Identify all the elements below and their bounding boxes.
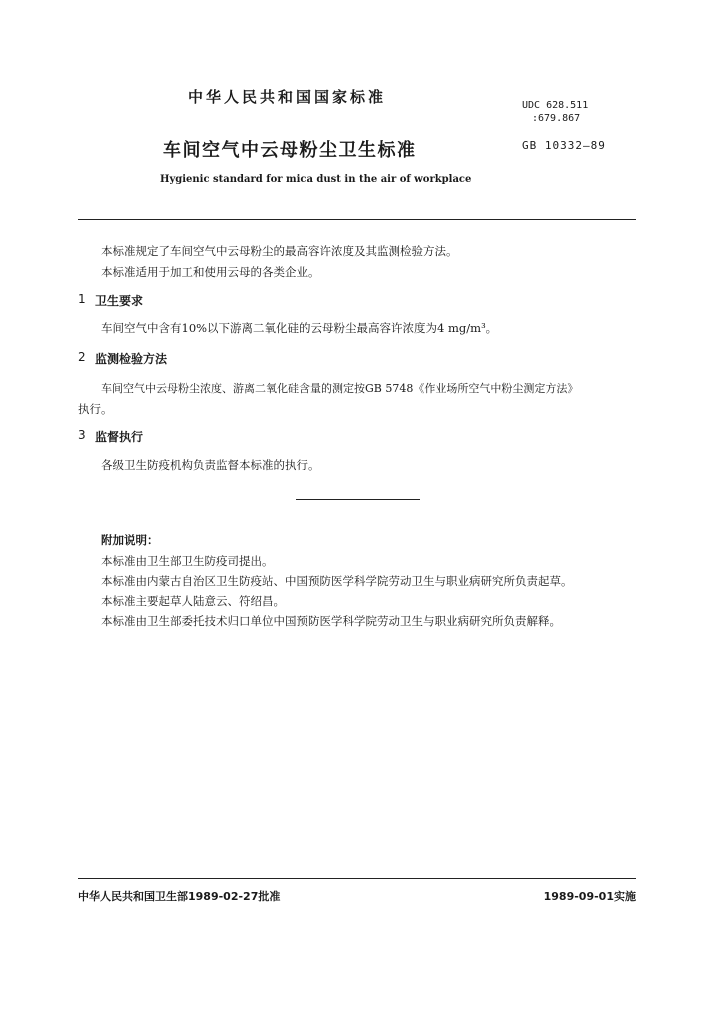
notes-line-2: 本标准由内蒙古自治区卫生防疫站、中国预防医学科学院劳动卫生与职业病研究所负责起草。 [101,574,573,588]
notes-line-3: 本标准主要起草人陆意云、符绍昌。 [101,594,285,608]
approval-date: 中华人民共和国卫生部1989-02-27批准 [78,890,281,903]
notes-heading: 附加说明： [101,533,159,547]
udc-code-line1: UDC 628.511 [522,100,589,111]
section-1-number: 1 [78,292,86,306]
document-title-en: Hygienic standard for mica dust in the air of workplace [160,174,472,185]
effective-date: 1989-09-01实施 [543,890,636,903]
issuing-authority: 中华人民共和国国家标准 [188,88,387,106]
intro-paragraph-2: 本标准适用于加工和使用云母的各类企业。 [101,265,320,279]
header-divider [78,219,636,220]
section-3-number: 3 [78,428,86,442]
section-3-text: 各级卫生防疫机构负责监督本标准的执行。 [101,458,320,472]
body-end-divider [296,499,420,500]
section-2-text-line1: 车间空气中云母粉尘浓度、游离二氧化硅含量的测定按GB 5748《作业场所空气中粉尘测定方法》 [101,382,579,395]
section-2-text-line2: 执行。 [78,402,113,416]
udc-code-line2: :679.867 [532,113,581,124]
gb-standard-number: GB 10332—89 [522,139,606,152]
section-3-title: 监督执行 [95,430,144,444]
notes-line-4: 本标准由卫生部委托技术归口单位中国预防医学科学院劳动卫生与职业病研究所负责解释。 [101,614,561,628]
document-title-cn: 车间空气中云母粉尘卫生标准 [163,140,417,161]
notes-line-1: 本标准由卫生部卫生防疫司提出。 [101,554,274,568]
footer-divider [78,878,636,879]
section-2-number: 2 [78,350,86,364]
section-2-title: 监测检验方法 [95,352,168,366]
section-1-text: 车间空气中含有10%以下游离二氧化硅的云母粉尘最高容许浓度为4 mg/m³。 [101,321,498,335]
intro-paragraph-1: 本标准规定了车间空气中云母粉尘的最高容许浓度及其监测检验方法。 [101,244,458,258]
section-1-title: 卫生要求 [95,294,144,308]
